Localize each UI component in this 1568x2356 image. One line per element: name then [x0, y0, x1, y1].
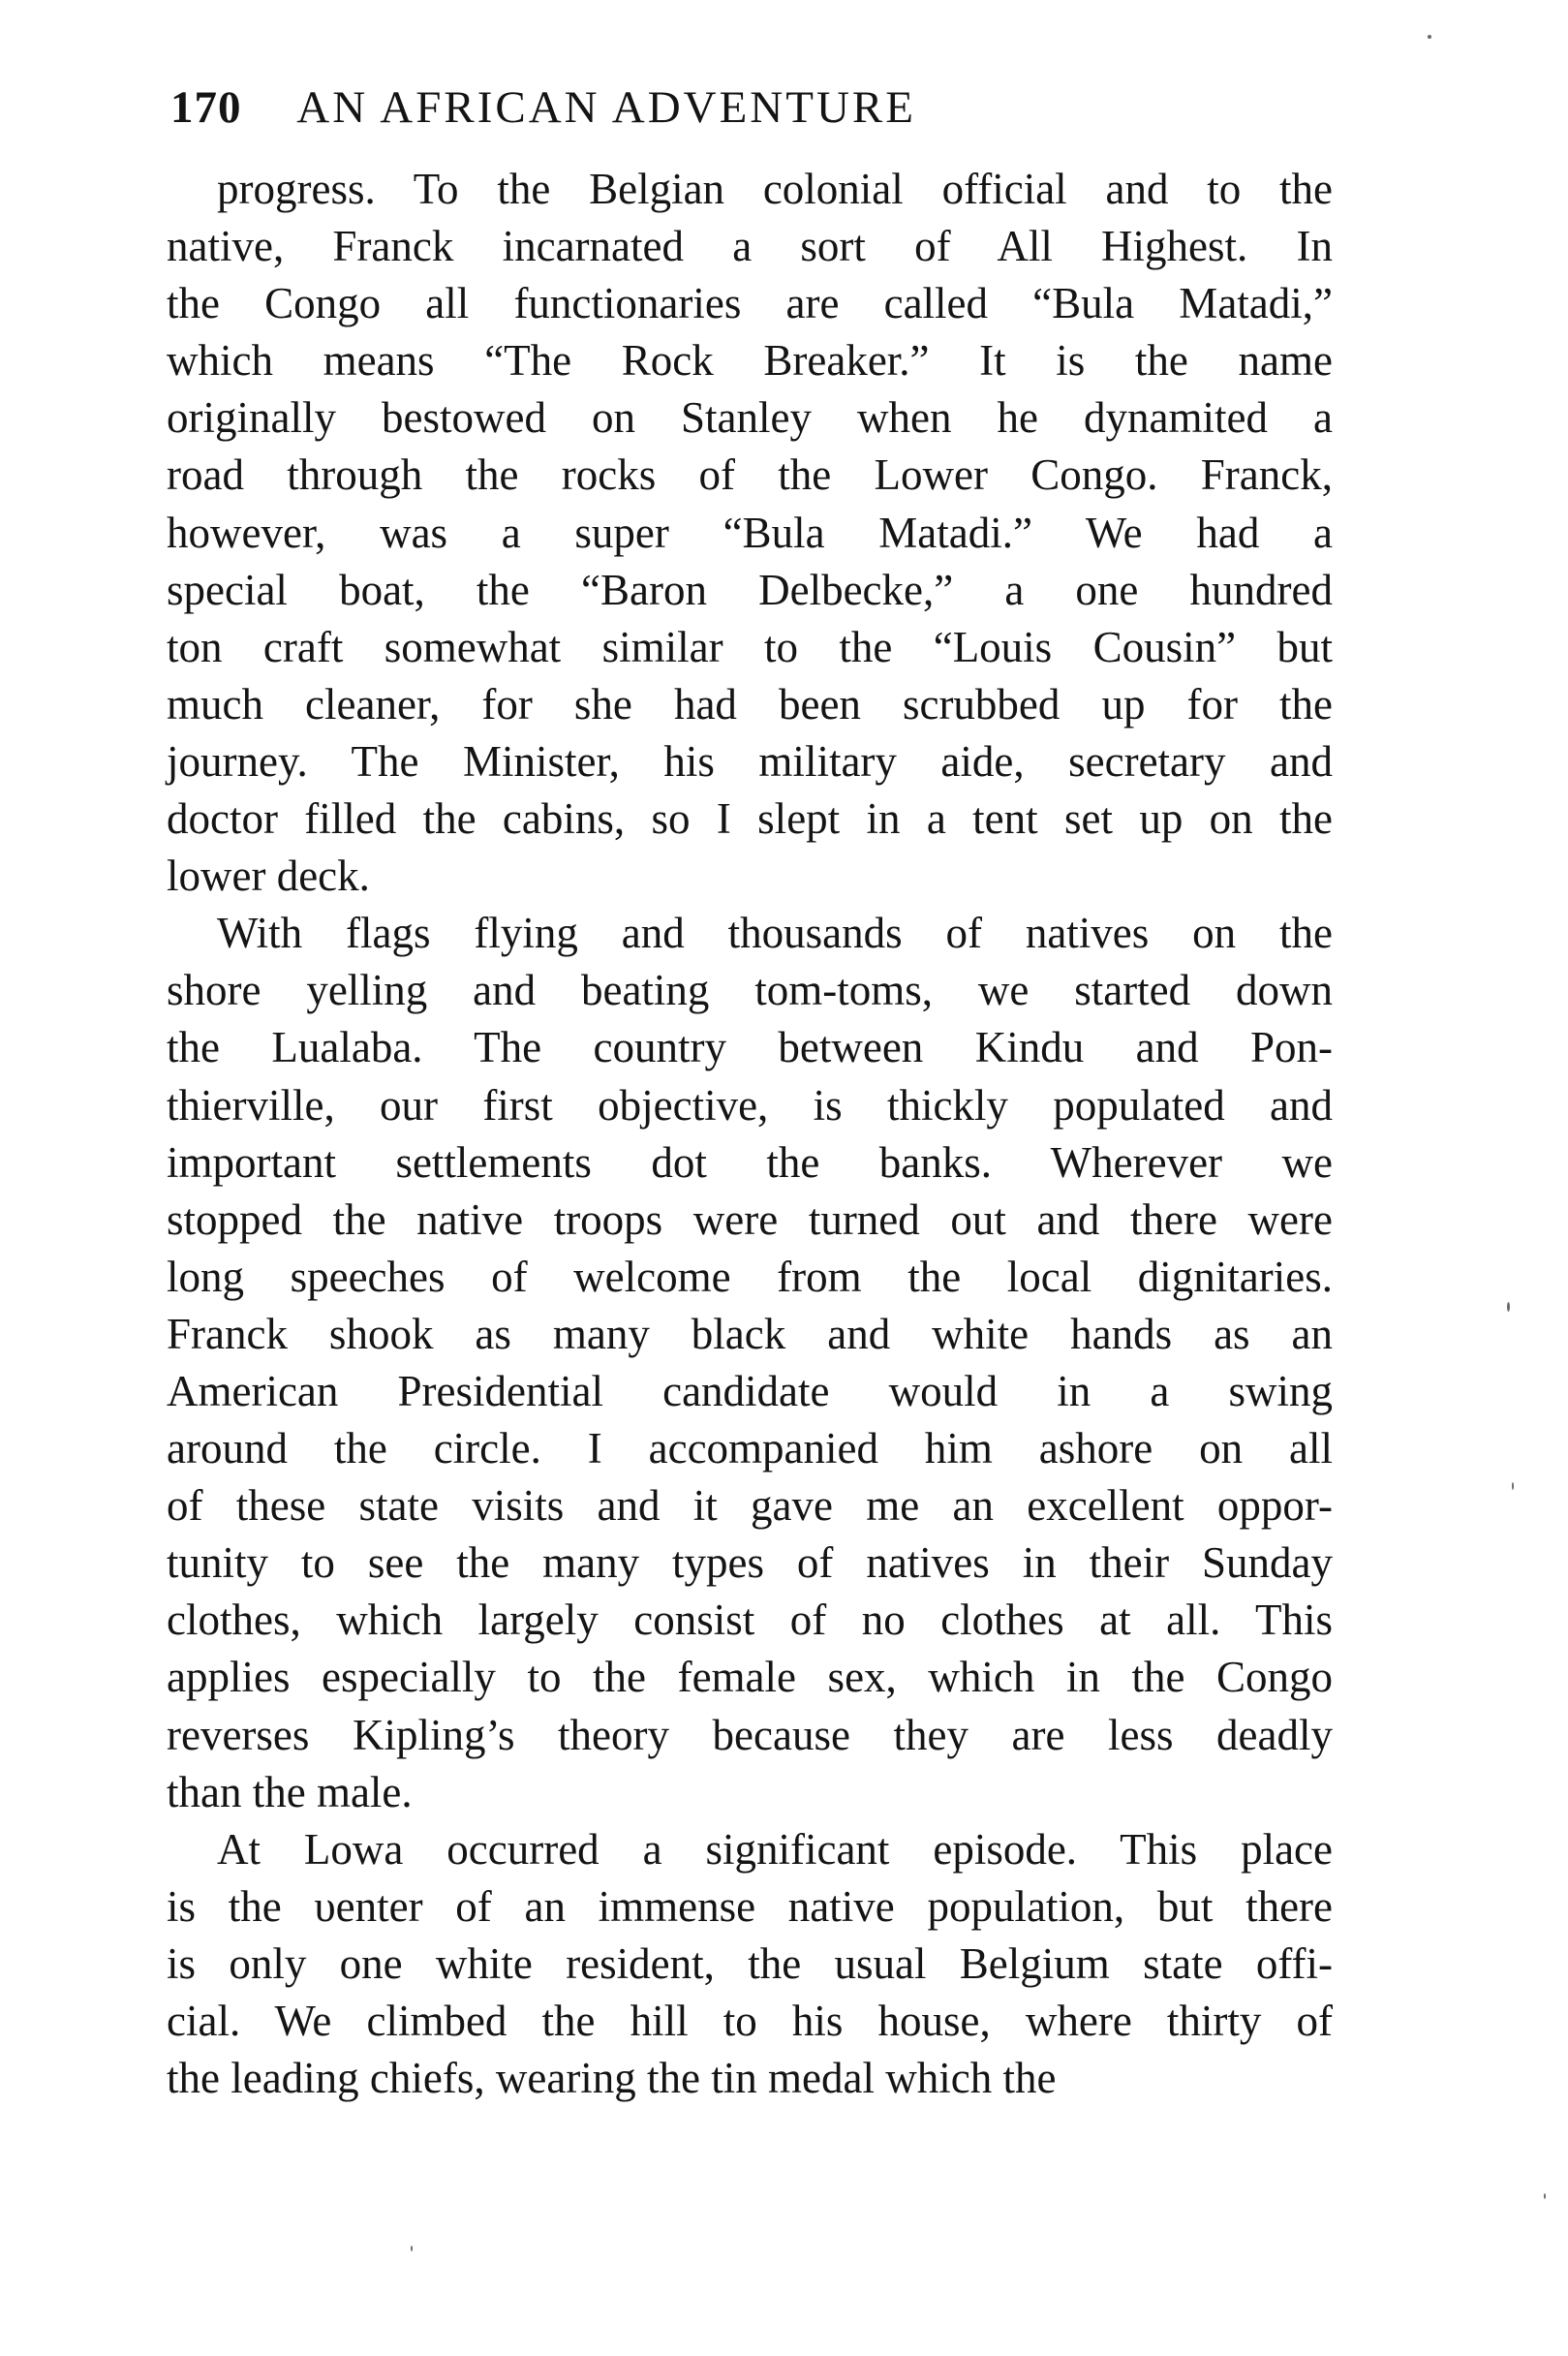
- scan-speck: [1512, 1482, 1514, 1490]
- text-line: long speeches of welcome from the local dignitaries.: [167, 1252, 1333, 1301]
- text-line: stopped the native troops were turned out and there were: [167, 1194, 1333, 1244]
- text-line: lower deck.: [167, 852, 370, 901]
- text-line: native, Franck incarnated a sort of All Highest. In: [167, 222, 1333, 271]
- text-line: cial. We climbed the hill to his house, where thirty of: [167, 1997, 1333, 2045]
- text-line: With flags flying and thousands of natives on the: [217, 909, 1333, 958]
- text-line: important settlements dot the banks. Wherever we: [167, 1137, 1333, 1187]
- text-line: road through the rocks of the Lower Congo. Franck,: [167, 450, 1333, 500]
- text-line: progress. To the Belgian colonial official and to the: [217, 165, 1333, 213]
- text-line: around the circle. I accompanied him ashore on all: [167, 1424, 1333, 1473]
- text-line: of these state visits and it gave me an excellent oppor-: [167, 1481, 1333, 1531]
- text-line: shore yelling and beating tom-toms, we started down: [167, 966, 1333, 1015]
- text-line: ton craft somewhat similar to the “Louis Cousin” but: [167, 622, 1333, 671]
- paragraph: [167, 1821, 1333, 2107]
- scan-speck: [1428, 35, 1431, 39]
- text-line: Franck shook as many black and white hands as an: [167, 1309, 1333, 1358]
- text-line: than the male.: [167, 1767, 413, 1816]
- text-line: special boat, the “Baron Delbecke,” a one hundred: [167, 565, 1333, 614]
- scan-speck: [1507, 1302, 1510, 1312]
- text-line: is the υenter of an immense native population, but there: [167, 1881, 1333, 1931]
- paragraph: [167, 905, 1333, 1821]
- text-line: tunity to see the many types of natives in their Sunday: [167, 1538, 1333, 1588]
- text-line: At Lowa occurred a significant episode. This place: [217, 1824, 1333, 1874]
- text-line: thierville, our first objective, is thickly populated and: [167, 1080, 1333, 1130]
- text-line: journey. The Minister, his military aide, secretary and: [167, 736, 1333, 786]
- text-line: originally bestowed on Stanley when he dynamited a: [167, 393, 1333, 443]
- text-line: however, was a super “Bula Matadi.” We had a: [167, 508, 1333, 557]
- book-title: AN AFRICAN ADVENTURE: [296, 82, 916, 133]
- text-line: the Congo all functionaries are called “Bula Matadi,”: [167, 279, 1333, 328]
- running-head: [170, 74, 1337, 141]
- text-line: the Lualaba. The country between Kindu and Pon-: [167, 1023, 1333, 1072]
- text-line: clothes, which largely consist of no clothes at all. This: [167, 1596, 1333, 1645]
- text-line: reverses Kipling’s theory because they are less deadly: [167, 1710, 1333, 1759]
- text-line: applies especially to the female sex, which in the Congo: [167, 1653, 1333, 1702]
- text-line: doctor filled the cabins, so I slept in a tent set up on the: [167, 794, 1333, 844]
- text-line: which means “The Rock Breaker.” It is the name: [167, 336, 1333, 386]
- page-number: 170: [170, 82, 242, 133]
- text-line: the leading chiefs, wearing the tin medal which the: [167, 2054, 1057, 2103]
- text-line: American Presidential candidate would in a swing: [167, 1366, 1333, 1415]
- body-text: [167, 161, 1333, 2107]
- text-line: much cleaner, for she had been scrubbed up for the: [167, 679, 1333, 728]
- paragraph: [167, 161, 1333, 905]
- text-line: is only one white resident, the usual Belgium state offi-: [167, 1938, 1333, 1988]
- scan-speck: [411, 2246, 413, 2251]
- scan-speck: [1544, 2193, 1546, 2199]
